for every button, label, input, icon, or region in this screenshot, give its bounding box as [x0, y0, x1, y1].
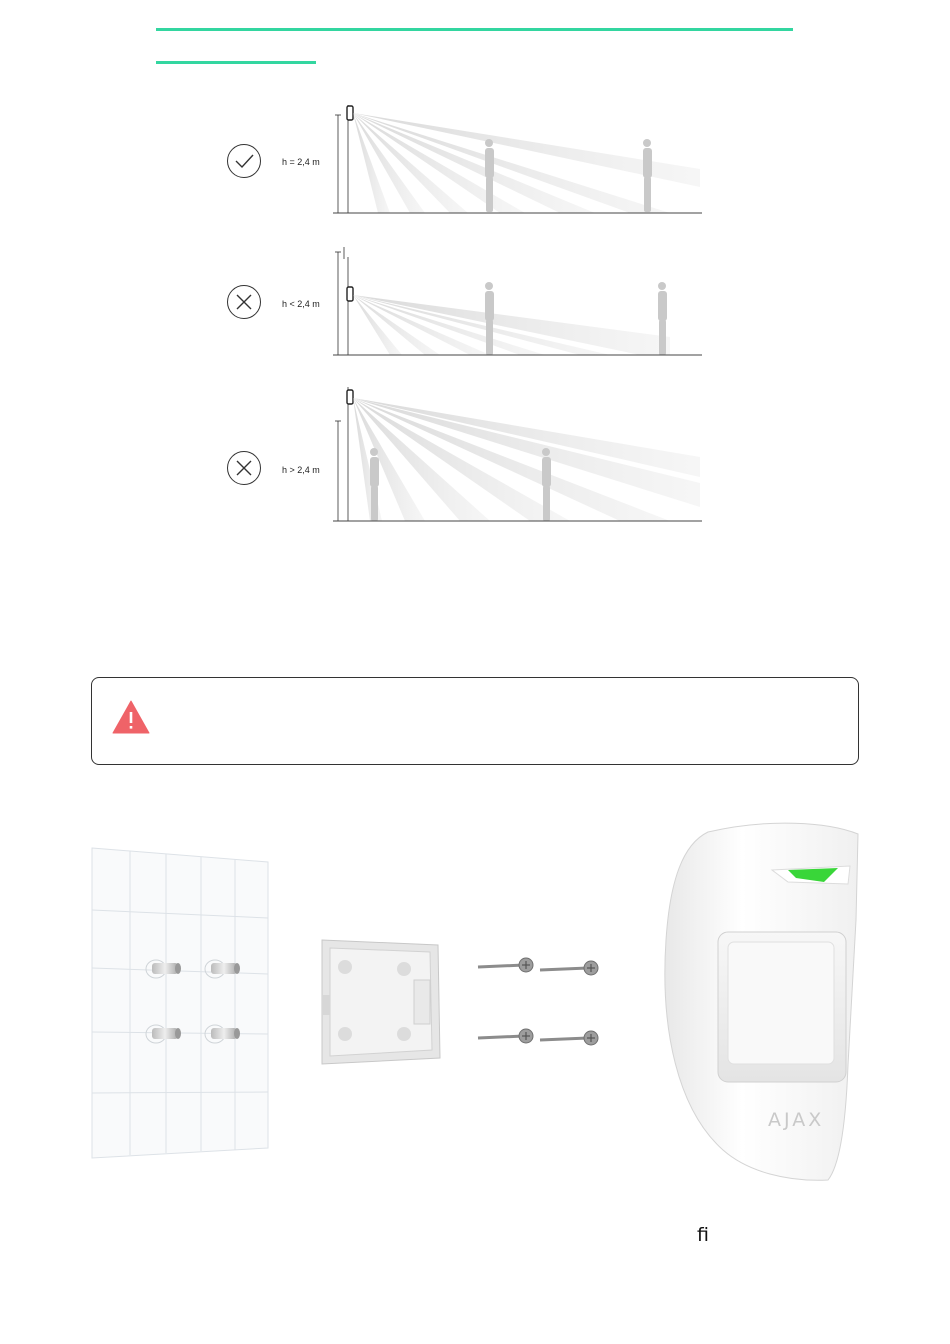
installation-kit-illustration — [88, 820, 878, 1200]
detection-zone-drawing — [200, 385, 760, 525]
header-accent-underline — [156, 61, 316, 64]
mounting-panel — [322, 940, 440, 1064]
installation-height-diagram-too-high — [200, 385, 760, 525]
height-label: h < 2,4 m — [282, 299, 320, 309]
wall-with-dowels — [92, 848, 268, 1158]
warning-note-box — [91, 677, 859, 765]
installation-height-diagram-too-low — [200, 237, 760, 377]
header-accent-line — [156, 28, 793, 31]
motion-detector — [665, 823, 858, 1180]
detection-zone-drawing — [200, 95, 760, 235]
installation-height-diagram-correct — [200, 95, 760, 235]
screws — [478, 958, 598, 1045]
warning-triangle-icon — [112, 700, 150, 734]
footer-glyph: ﬁ — [697, 1224, 709, 1246]
height-label: h > 2,4 m — [282, 465, 320, 475]
detection-zone-drawing — [200, 237, 760, 377]
brand-logo: AJAX — [768, 1109, 825, 1131]
height-label: h = 2,4 m — [282, 157, 320, 167]
